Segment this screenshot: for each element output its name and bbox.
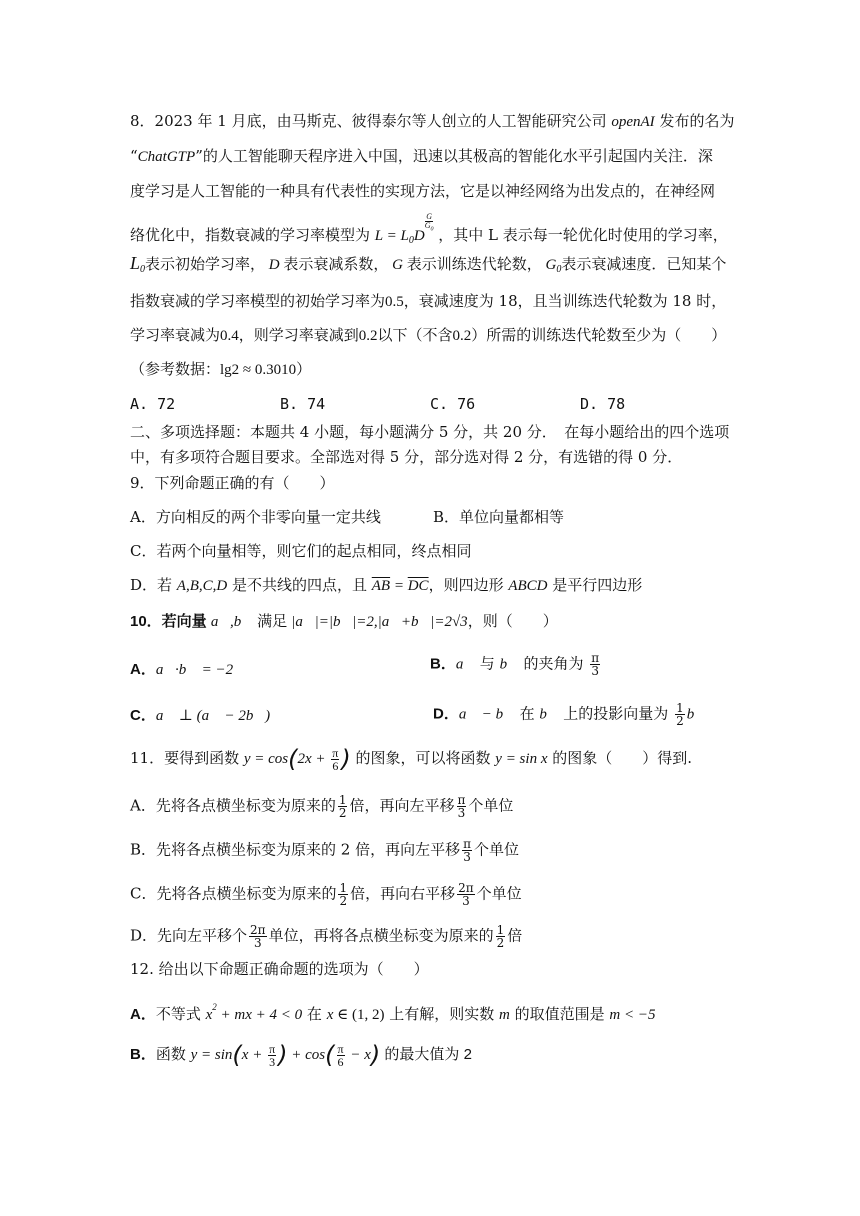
q10-stem: 10．若向量 a⃗,b⃗ 满足 |a⃗|=|b⃗|=2,|a⃗+b⃗|=2√3，则（ ） bbox=[130, 613, 558, 630]
q11-target-function: y = cos(2x + $\frac{\pi}{6}$ ) bbox=[243, 745, 351, 774]
decay-formula: $L = L_0D$ $\frac{G}{G_0}$ bbox=[374, 212, 434, 246]
q11-option-a: A．先将各点横坐标变为原来的 $\frac{1}{2}$ 倍，再向左平移 $\frac{\pi}{3}$ 个单位 bbox=[130, 793, 514, 820]
q10-option-d: D．a⃗ − b⃗ 在 b⃗ 上的投影向量为 $\frac{1}{2}$ b⃗ bbox=[433, 701, 706, 728]
q8-line2: “ChatGTP”的人工智能聊天程序进入中国，迅速以其极高的智能化水平引起国内关注．深 bbox=[130, 147, 713, 165]
q9-option-d: D．若 A,B,C,D 是不共线的四点，且 $\overline{AB} = \overline{DC}$，则四边形 ABCD 是平行四边形 bbox=[130, 576, 643, 594]
q9-option-a: A．方向相反的两个非零向量一定共线 bbox=[130, 508, 381, 526]
q8-reference: （参考数据：lg2 ≈ 0.3010） bbox=[130, 360, 312, 378]
q12-b-function: y = sin(x + $\frac{\pi}{3}$ ) + cos( $\frac{\pi}{6}$ − x) bbox=[190, 1041, 381, 1070]
q8-option-d: D. 78 bbox=[580, 395, 626, 413]
q11-option-c: C．先将各点横坐标变为原来的 $\frac{1}{2}$ 倍，再向右平移 $\frac{2\pi}{3}$ 个单位 bbox=[130, 881, 522, 908]
q11-stem: 11．要得到函数 y = cos(2x + $\frac{\pi}{6}$ ) 的图象，可以将函数 y = sin x 的图象（ ）得到. bbox=[130, 745, 693, 774]
q10-condition: |a⃗|=|b⃗|=2,|a⃗+b⃗|=2√3 bbox=[291, 614, 468, 630]
q9-stem: 9．下列命题正确的有（ ） bbox=[130, 474, 335, 492]
q10-option-b: B．a⃗ 与 b⃗ 的夹角为 $\frac{\pi}{3}$ bbox=[430, 651, 600, 678]
q11-option-d: D．先向左平移个 $\frac{2\pi}{3}$ 单位，再将各点横坐标变为原来的 $\frac{1}{2}$ 倍 bbox=[130, 923, 523, 950]
q9-option-c: C．若两个向量相等，则它们的起点相同，终点相同 bbox=[130, 542, 472, 560]
vector-equation: $\overline{AB} = \overline{DC}$ bbox=[371, 578, 429, 594]
q12-option-b: B．函数 y = sin(x + $\frac{\pi}{3}$ ) + cos( $\frac{\pi}{6}$ − x) 的最大值为 2 bbox=[130, 1041, 472, 1070]
q8-line6: 指数衰减的学习率模型的初始学习率为0.5，衰减速度为 18，且当训练迭代轮数为 18 时， bbox=[130, 292, 727, 310]
q12-stem: 12. 给出以下命题正确命题的选项为（ ） bbox=[130, 960, 429, 978]
q10-option-c: C．a⃗ ⊥ (a⃗ − 2b⃗) bbox=[130, 707, 271, 724]
q12-option-a: A．不等式 $x^2$ + mx + 4 < 0 在 x ∈ (1, 2) 上有解，则实数 m 的取值范围是 m < −5 bbox=[130, 1002, 656, 1023]
frac-pi-3: $\frac{\pi}{3}$ bbox=[591, 651, 600, 678]
q8-option-a: A. 72 bbox=[130, 395, 176, 413]
section2-line2: 中，有多项符合题目要求。全部选对得 5 分，部分选对得 2 分，有选错的得 0 分． bbox=[130, 448, 683, 466]
L0-symbol: $L_0$ bbox=[130, 253, 146, 275]
section2-line1: 二、多项选择题：本题共 4 小题，每小题满分 5 分，共 20 分． 在每小题给出的四个选项 bbox=[130, 423, 730, 441]
q8-option-c: C. 76 bbox=[430, 395, 476, 413]
q8-option-b: B. 74 bbox=[280, 395, 326, 413]
q8-line7: 学习率衰减为0.4，则学习率衰减到0.2以下（不含0.2）所需的训练迭代轮数至少为（ ） bbox=[130, 326, 727, 344]
q8-line4: 络优化中，指数衰减的学习率模型为 $L = L_0D$ $\frac{G}{G_0}$ ，其中 L 表示每一轮优化时使用的学习率， bbox=[130, 212, 728, 246]
q8-line1: 8．2023 年 1 月底，由马斯克、彼得泰尔等人创立的人工智能研究公司 openAI 发布的名为 bbox=[130, 112, 735, 130]
chatgtp-text: ChatGTP bbox=[137, 149, 196, 165]
q9-option-b: B．单位向量都相等 bbox=[433, 508, 565, 526]
openai-text: openAI bbox=[611, 114, 655, 130]
q10-option-a: A．a⃗·b⃗ = −2 bbox=[130, 661, 234, 678]
q11-option-b: B．先将各点横坐标变为原来的 2 倍，再向左平移 $\frac{\pi}{3}$ 个单位 bbox=[130, 837, 520, 864]
q8-line3: 度学习是人工智能的一种具有代表性的实现方法，它是以神经网络为出发点的，在神经网 bbox=[130, 182, 716, 200]
q8-line5: $L_0$表示初始学习率， D 表示衰减系数， G 表示训练迭代轮数， $G_0$表示衰减速度．已知某个 bbox=[130, 253, 727, 275]
